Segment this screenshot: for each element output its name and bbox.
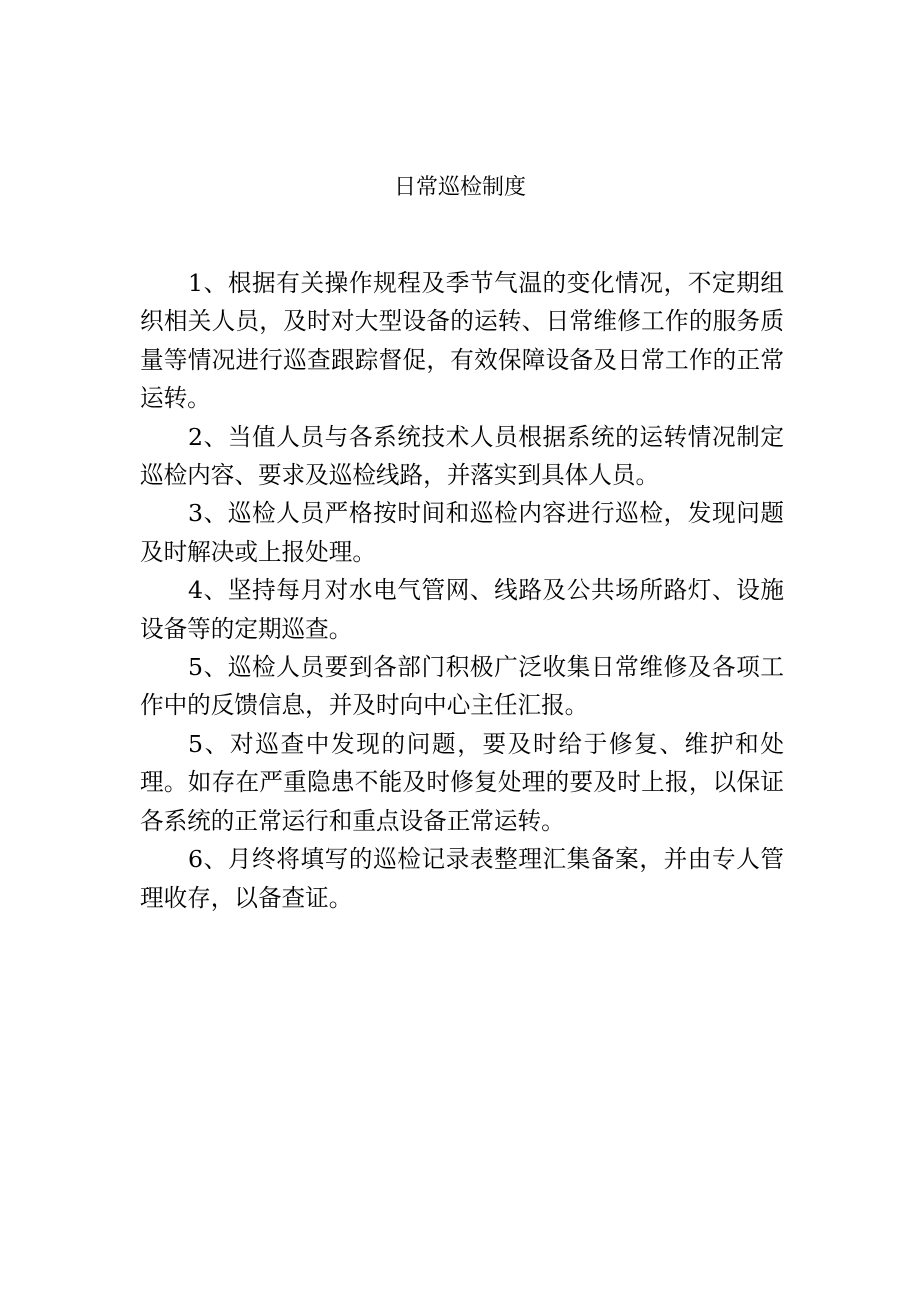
paragraph-1: 1、根据有关操作规程及季节气温的变化情况，不定期组织相关人员，及时对大型设备的运转、日常维修工作的服务质量等情况进行巡查跟踪督促，有效保障设备及日常工作的正常运转。 bbox=[140, 269, 784, 413]
paragraph-7: 6、月终将填写的巡检记录表整理汇集备案，并由专人管理收存，以备查证。 bbox=[140, 845, 784, 912]
paragraph-3: 3、巡检人员严格按时间和巡检内容进行巡检，发现问题及时解决或上报处理。 bbox=[140, 499, 784, 566]
document-body bbox=[140, 264, 784, 917]
document-title: 日常巡检制度 bbox=[393, 175, 526, 200]
paragraph-6: 5、对巡查中发现的问题，要及时给于修复、维护和处理。如存在严重隐患不能及时修复处理的要及时上报，以保证各系统的正常运行和重点设备正常运转。 bbox=[140, 729, 784, 835]
paragraph-2: 2、当值人员与各系统技术人员根据系统的运转情况制定巡检内容、要求及巡检线路，并落实到具体人员。 bbox=[140, 422, 784, 490]
paragraph-4: 4、坚持每月对水电气管网、线路及公共场所路灯、设施设备等的定期巡查。 bbox=[140, 576, 784, 643]
paragraph-5: 5、巡检人员要到各部门积极广泛收集日常维修及各项工作中的反馈信息，并及时向中心主任汇报。 bbox=[140, 653, 784, 720]
